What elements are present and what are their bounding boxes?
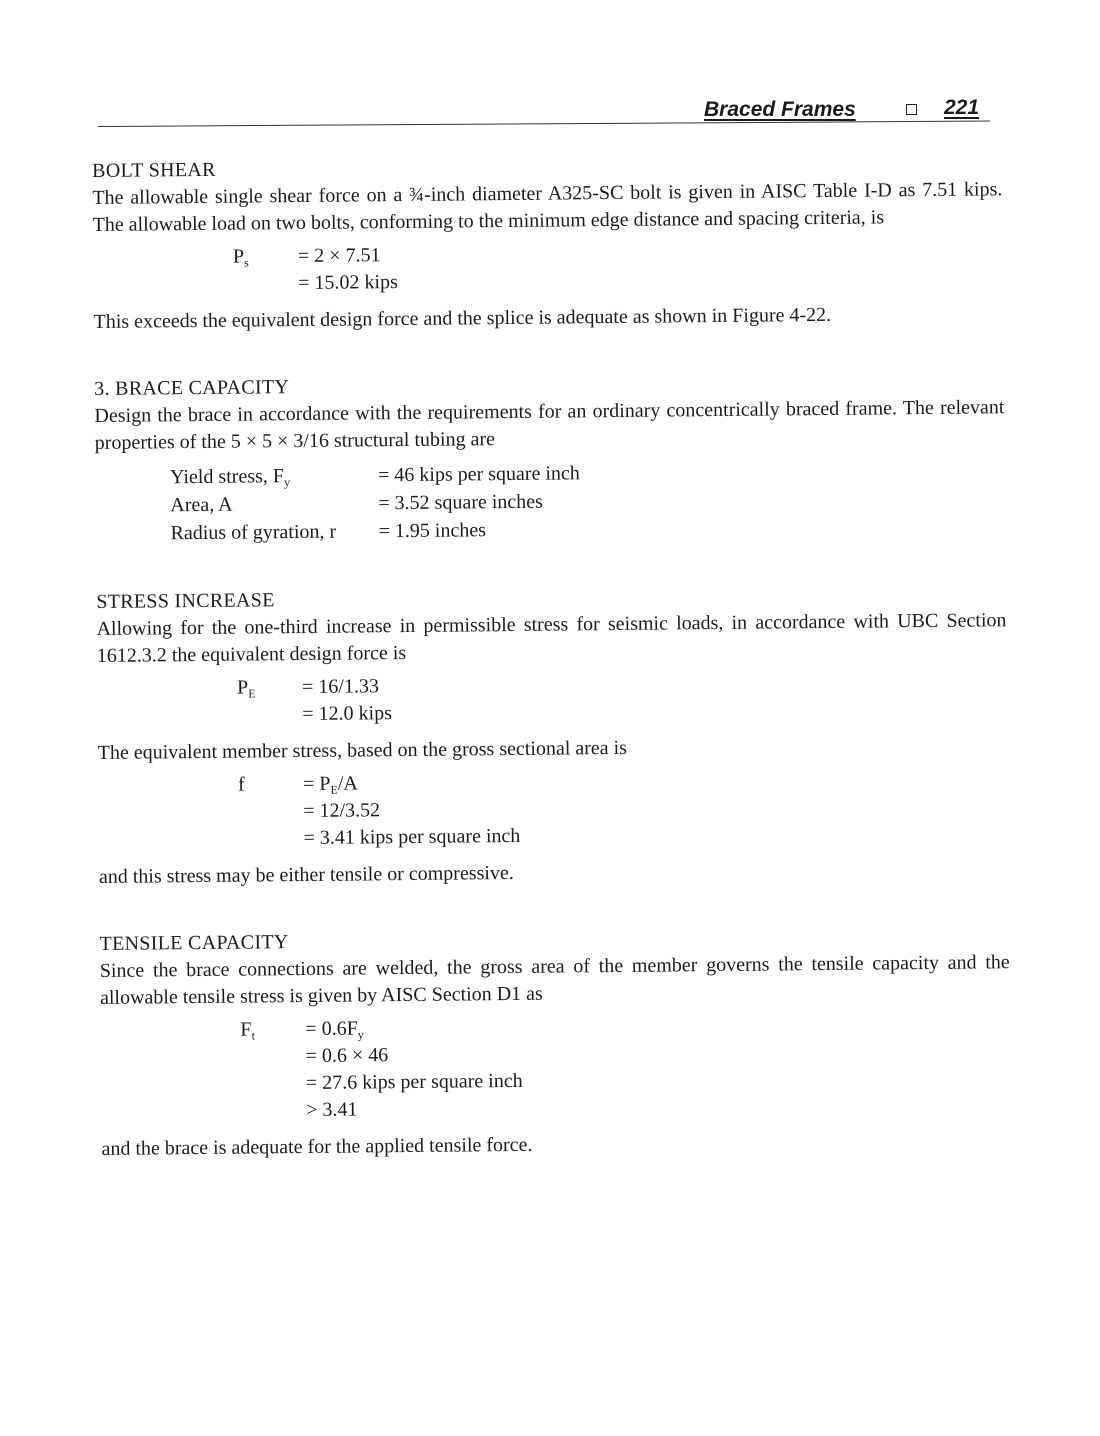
running-title: Braced Frames (704, 98, 856, 121)
equation-line: > 3.41 (306, 1098, 358, 1121)
section-stress-increase (96, 580, 1009, 891)
section-heading: BOLT SHEAR (92, 158, 216, 182)
section-heading: STRESS INCREASE (96, 589, 275, 613)
page-body (92, 149, 1012, 1163)
paragraph: Allowing for the one-third increase in permissible stress for seismic loads, in accordance with UBC Section 1612.3.2 the equivalent design force is (96, 609, 1007, 667)
equation-line: = 2 × 7.51 (297, 244, 381, 268)
property-value: = 1.95 inches (378, 519, 487, 543)
section-tensile-capacity (99, 922, 1011, 1163)
section-bolt-shear (92, 149, 1004, 336)
property-label: Radius of gyration, r (170, 520, 337, 545)
equation-line: = 12/3.52 (303, 799, 381, 823)
equation-block (93, 236, 1003, 299)
equation-symbol: $F_t$ (240, 1018, 255, 1043)
page-number: 221 (944, 96, 980, 119)
equation-block (98, 764, 1009, 854)
section-brace-capacity (94, 367, 1006, 549)
equation-line: = 16/1.33 (301, 675, 380, 699)
equation-block (97, 667, 1007, 730)
property-label: Yield stress, $F_y$ (169, 465, 291, 490)
square-bullet-icon (906, 104, 917, 115)
paragraph: The allowable single shear force on a ¾-inch diameter A325-SC bolt is given in AISC Table I-D as 7.51 kips. The allowable load on two bolts, conforming to the minimum edge distance and spacing criteria, is (92, 178, 1003, 236)
equation-symbol: $P_s$ (232, 245, 249, 270)
property-value: = 3.52 square inches (378, 490, 544, 515)
equation-line: = 15.02 kips (298, 271, 398, 295)
equation-line: = 3.41 kips per square inch (303, 824, 521, 850)
equation-line: = $P_E/A$ (302, 772, 358, 797)
equation-line: = 12.0 kips (302, 702, 393, 726)
property-value: = 46 kips per square inch (377, 462, 580, 487)
properties-list (170, 456, 1006, 548)
equation-symbol: $P_E$ (236, 676, 256, 701)
equation-symbol: f (237, 773, 245, 796)
section-heading: TENSILE CAPACITY (99, 931, 289, 955)
equation-line: = 27.6 kips per square inch (305, 1069, 523, 1094)
equation-line: = 0.6 × 46 (305, 1044, 389, 1067)
paragraph: The equivalent member stress, based on the gross sectional area is (97, 736, 628, 764)
property-label: Area, A (170, 493, 233, 517)
equation-block (100, 1009, 1011, 1126)
paragraph: Design the brace in accordance with the requirements for an ordinary concentrically braced frame. The relevant properties of the 5 × 5 × 3/16 structural tubing are (94, 396, 1005, 454)
equation-line: = $0.6F_y$ (305, 1017, 364, 1042)
section-heading: 3. BRACE CAPACITY (94, 376, 290, 400)
paragraph: Since the brace connections are welded, the gross area of the member governs the tensile capacity and the allowable tensile stress is given by AISC Section D1 as (99, 951, 1010, 1009)
paragraph: and this stress may be either tensile or compressive. (98, 861, 514, 888)
paragraph: and the brace is adequate for the applied tensile force. (101, 1133, 533, 1160)
paragraph: This exceeds the equivalent design force and the splice is adequate as shown in Figure 4-22. (93, 303, 832, 333)
